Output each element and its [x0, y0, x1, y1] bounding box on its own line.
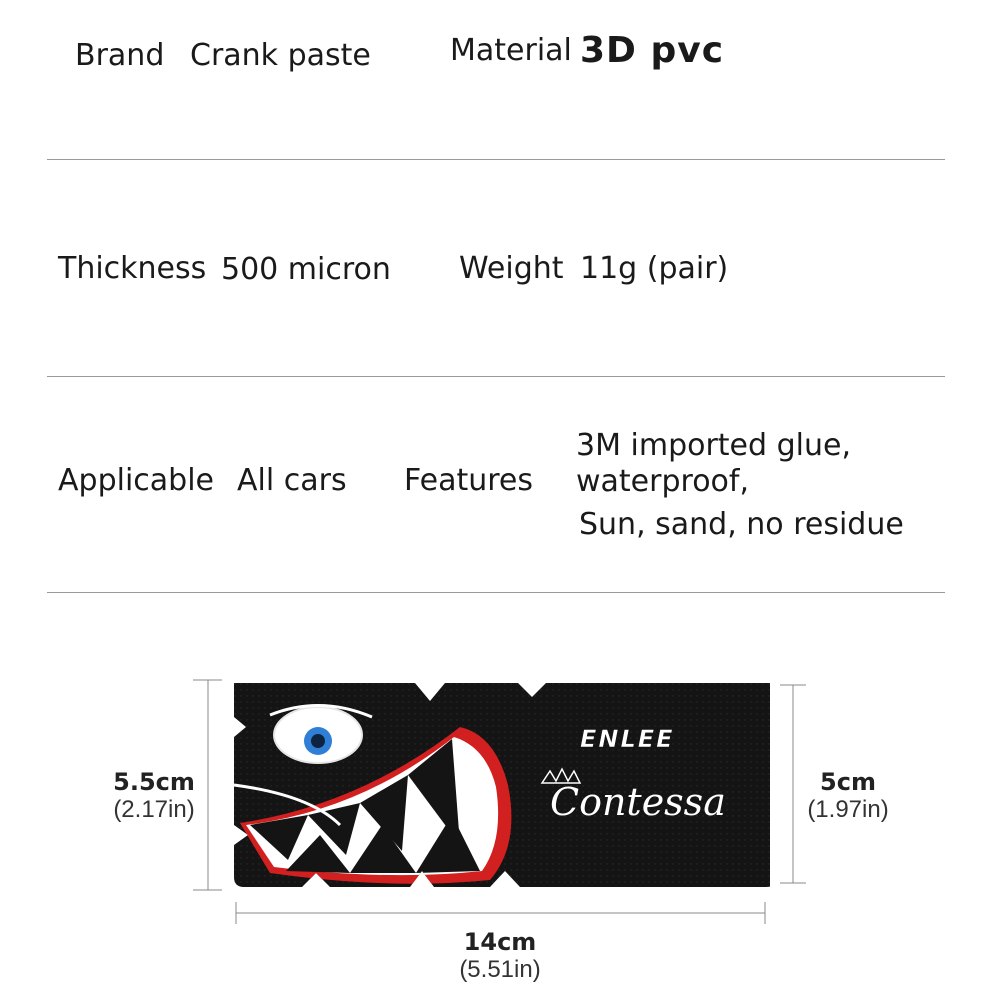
brand-logo: ENLEE [580, 725, 675, 753]
width-label [440, 928, 560, 984]
features-line-2: waterproof, [576, 464, 749, 499]
left-height-imperial: (2.17in) [113, 796, 195, 823]
right-height-imperial: (1.97in) [807, 796, 889, 823]
features-line-1: 3M imported glue, [576, 428, 851, 463]
script-signature: Contessa [550, 780, 726, 824]
left-height-metric: 5.5cm [113, 768, 195, 796]
width-metric: 14cm [463, 928, 537, 956]
applicable-label: Applicable [58, 463, 214, 498]
crank-sticker-image [190, 675, 770, 905]
features-line-3: Sun, sand, no residue [579, 507, 904, 542]
brand-label: Brand [75, 38, 165, 73]
material-label: Material [450, 33, 572, 68]
divider [47, 592, 945, 593]
applicable-value: All cars [237, 463, 347, 498]
right-height-metric: 5cm [820, 768, 876, 796]
divider [47, 159, 945, 160]
right-height-label [795, 768, 901, 824]
weight-value: 11g (pair) [580, 251, 729, 286]
divider [47, 376, 945, 377]
material-value: 3D pvc [580, 30, 725, 71]
features-label: Features [404, 463, 533, 498]
width-imperial: (5.51in) [459, 956, 541, 983]
weight-label: Weight [459, 251, 564, 286]
thickness-label: Thickness [58, 251, 207, 286]
thickness-value: 500 micron [221, 252, 391, 287]
brand-value: Crank paste [190, 38, 371, 73]
